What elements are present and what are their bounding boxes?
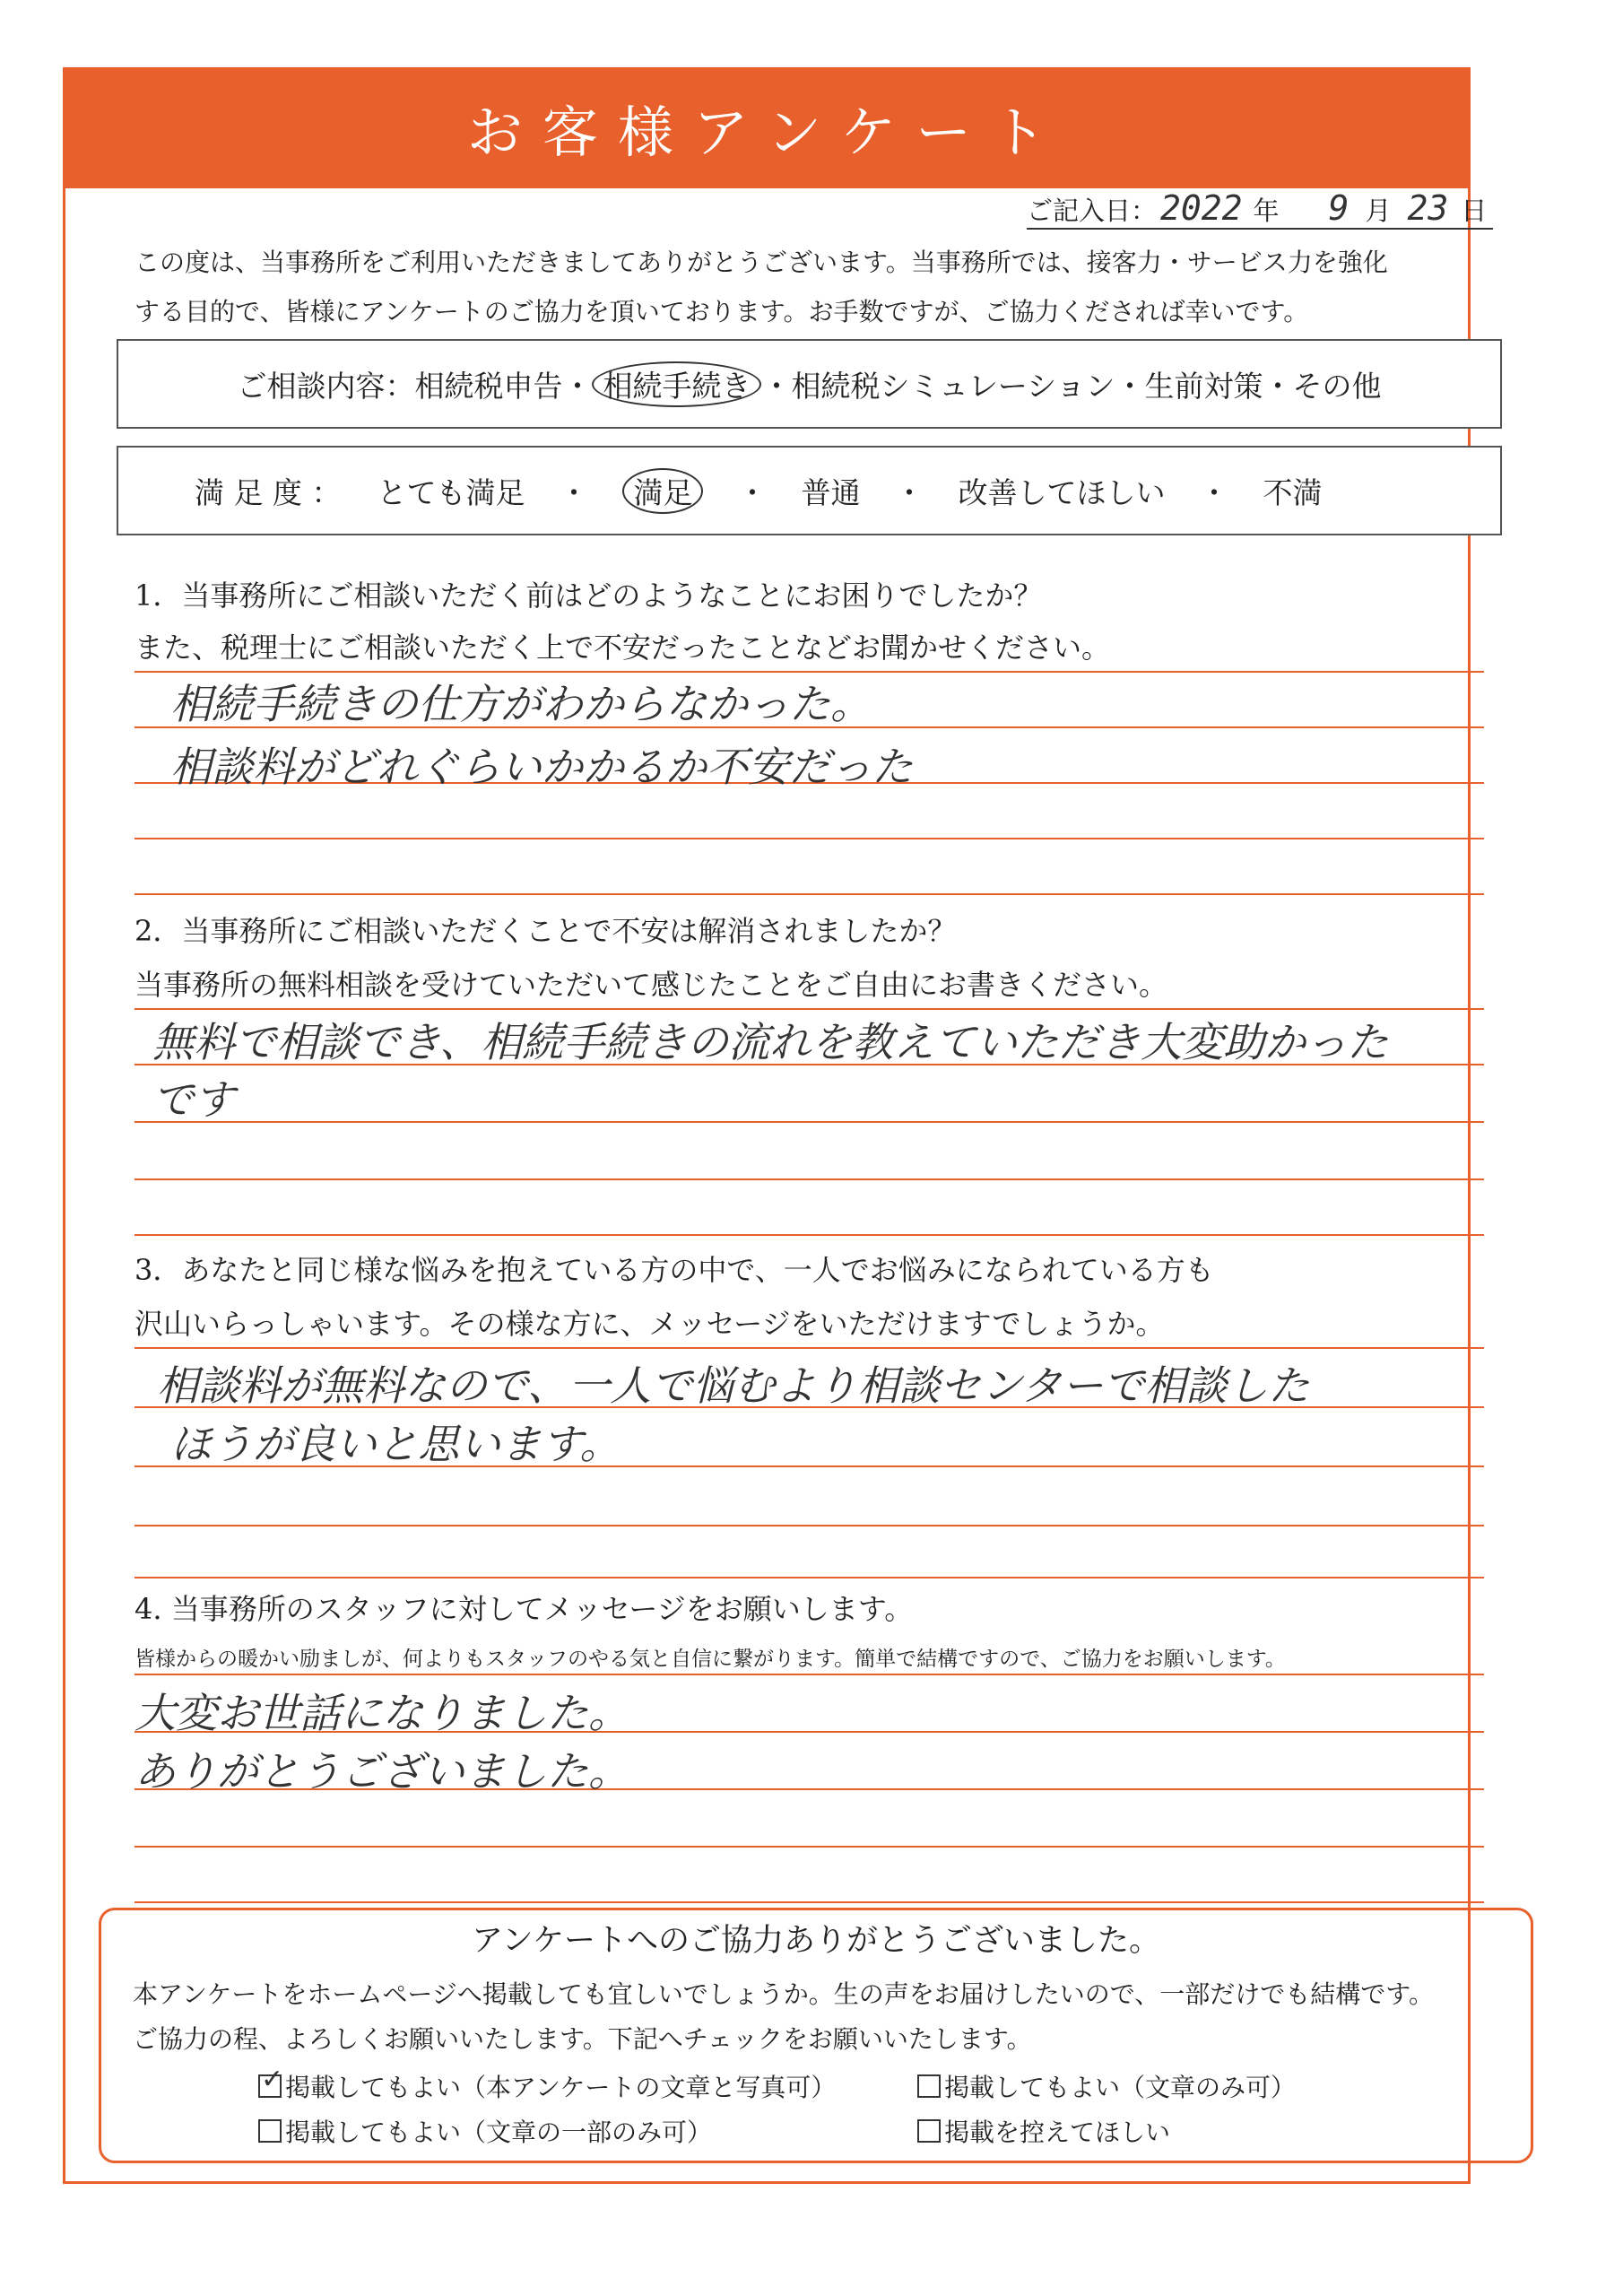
satisfaction-option-4: 改善してほしい [958,474,1166,510]
page-title: お客様アンケート [63,67,1471,188]
satisfaction-option-3: 普通 [801,474,861,510]
date-day-unit: 日 [1461,196,1488,226]
satisfaction-box [117,446,1502,535]
question-1-line-1: 1．当事務所にご相談いただく前はどのようなことにお困りでしたか？ [135,578,1043,613]
consultation-option-4: 生前対策 [1144,368,1263,404]
intro-line-2: する目的で、皆様にアンケートのご協力を頂いております。お手数ですが、ご協力くだされば幸いです。 [135,297,1309,326]
answer-2-line-2: です [152,1075,235,1124]
date-month: 9 [1328,188,1350,228]
separator: ・ [894,474,924,510]
checkbox[interactable] [917,2119,941,2143]
answer-line [135,893,1484,895]
consent-option-4[interactable] [917,2113,1170,2149]
date-year: 2022 [1160,188,1243,228]
consultation-option-1: 相続税申告 [414,368,563,404]
date-day: 23 [1407,188,1449,228]
answer-3-line-1: 相談料が無料なので、一人で悩むより相談センターで相談した [157,1361,1310,1410]
consultation-label: ご相談内容： [237,368,415,404]
consultation-option-5: その他 [1292,368,1382,404]
answer-3-line-2: ほうが良いと思います。 [170,1420,621,1468]
consultation-option-2-selected: 相続手続き [592,361,761,407]
question-2-line-1: 2．当事務所にご相談いただくことで不安は解消されましたか？ [135,914,957,948]
separator: ・ [737,474,768,510]
answer-line [135,1525,1484,1526]
question-1-line-2: また、税理士にご相談いただく上で不安だったことなどお聞かせください。 [135,631,1111,665]
question-3-line-2: 沢山いらっしゃいます。その様な方に、メッセージをいただけますでしょうか。 [135,1307,1165,1341]
consent-option-3-label: 掲載してもよい（文章の一部のみ可） [285,2118,713,2147]
date-month-unit: 月 [1365,196,1392,226]
answer-line [135,1234,1484,1236]
satisfaction-option-5: 不満 [1263,474,1323,510]
separator: ・ [761,368,792,404]
checkbox[interactable] [917,2074,941,2098]
consent-text-line-1: 本アンケートをホームページへ掲載しても宜しいでしょうか。生の声をお届けしたいので、一部だけでも結構です。 [133,1979,1434,2009]
answer-line [135,1008,1484,1010]
satisfaction-option-2-selected: 満足 [622,468,703,514]
consent-option-2-label: 掲載してもよい（文章のみ可） [944,2073,1297,2102]
answer-4-line-2: ありがとうございました。 [135,1747,629,1796]
separator: ・ [1199,474,1229,510]
satisfaction-option-1: とても満足 [377,474,525,510]
thanks-heading: アンケートへのご協力ありがとうございました。 [472,1923,1160,1959]
answer-line [135,1901,1484,1903]
answer-4-line-1: 大変お世話になりました。 [135,1689,629,1737]
consent-option-3[interactable] [258,2113,712,2149]
checkbox-checked[interactable] [258,2074,282,2098]
intro-line-1: この度は、当事務所をご利用いただきましてありがとうございます。当事務所では、接客力・サービス力を強化 [135,248,1388,277]
answer-1-line-2: 相談料がどれぐらいかかるか不安だった [170,743,913,791]
consent-option-4-label: 掲載を控えてほしい [944,2118,1171,2147]
consent-option-1-label: 掲載してもよい（本アンケートの文章と写真可） [285,2073,837,2102]
consent-option-2[interactable] [917,2068,1296,2104]
date-field [1027,188,1493,230]
publication-consent-box [99,1908,1533,2163]
intro-text [135,238,1462,336]
answer-2-line-1: 無料で相談でき、相続手続きの流れを教えていただき大変助かった [152,1018,1389,1066]
answer-line [135,1674,1484,1675]
separator: ・ [1115,368,1145,404]
question-2-line-2: 当事務所の無料相談を受けていただいて感じたことをご自由にお書きください。 [135,968,1168,1002]
answer-line [135,1178,1484,1180]
question-4-line-1: 4. 当事務所のスタッフに対してメッセージをお願いします。 [135,1592,914,1626]
separator: ・ [1263,368,1293,404]
answer-1-line-1: 相続手続きの仕方がわからなかった。 [170,680,872,728]
date-year-unit: 年 [1253,196,1280,226]
consent-text-line-2: ご協力の程、よろしくお願いいたします。下記へチェックをお願いいたします。 [133,2024,1032,2054]
answer-line [135,1846,1484,1848]
question-3-line-1: 3．あなたと同じ様な悩みを抱えている方の中で、一人でお悩みになられている方も [135,1253,1214,1287]
answer-line [135,671,1484,673]
answer-line [135,838,1484,839]
separator: ・ [559,474,589,510]
date-label: ご記入日： [1027,196,1158,226]
checkbox[interactable] [258,2119,282,2143]
answer-line [135,1121,1484,1123]
separator: ・ [562,368,593,404]
answer-line [135,1347,1484,1349]
consultation-option-3: 相続税シミュレーション [791,368,1115,404]
question-4-line-2: 皆様からの暖かい励ましが、何よりもスタッフのやる気と自信に繋がります。簡単で結構ですので、ご協力をお願いします。 [135,1648,1286,1671]
consultation-box [117,339,1502,429]
answer-line [135,1577,1484,1578]
consent-option-1[interactable] [258,2068,836,2104]
satisfaction-label: 満 足 度 ： [195,474,342,510]
